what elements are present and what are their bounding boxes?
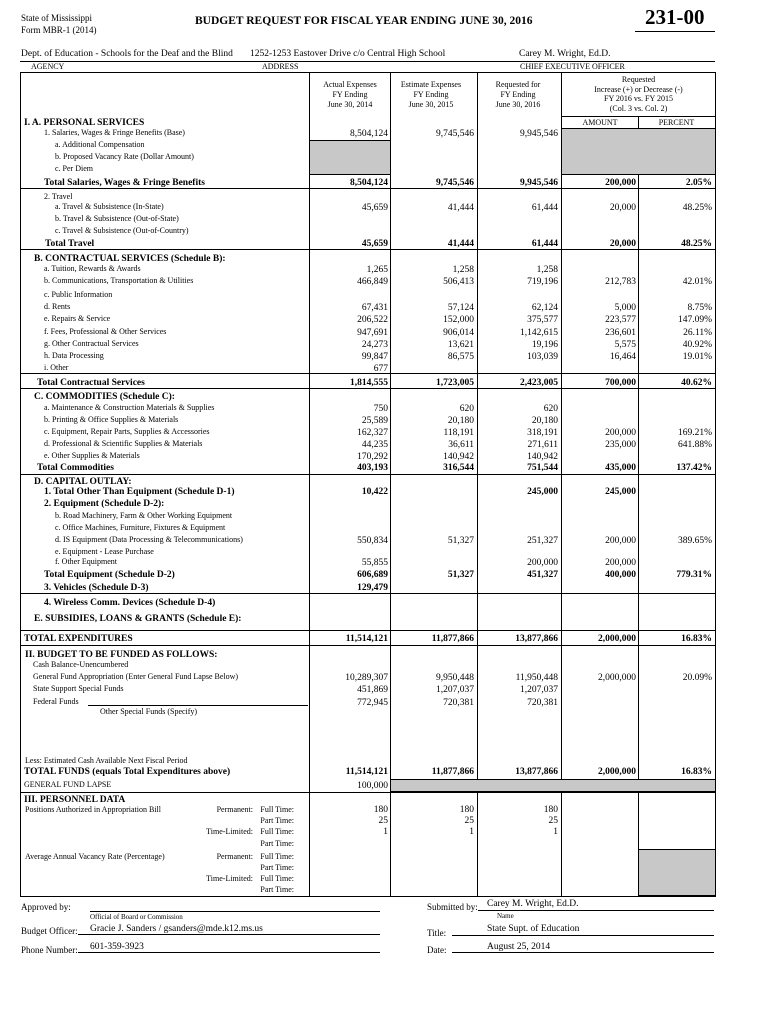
row-value-amt: 2,000,000 [598, 634, 636, 644]
row-label: TOTAL FUNDS (equals Total Expenditures above) [24, 767, 231, 777]
personnel-subtype: Part Time: [260, 816, 294, 825]
row-label: d. Rents [44, 302, 71, 311]
row-value-pct: 26.11% [683, 328, 712, 338]
agency-address: 1252-1253 Eastover Drive c/o Central High School [250, 49, 446, 59]
personnel-subtype: Part Time: [260, 885, 294, 894]
budget-code: 231-00 [645, 5, 705, 29]
row-label: b. Proposed Vacancy Rate (Dollar Amount) [55, 152, 194, 161]
row-label: 2. Equipment (Schedule D-2): [44, 499, 165, 509]
row-value-amt: 223,577 [605, 315, 636, 325]
personnel-type: Time-Limited: [206, 827, 253, 836]
personnel-count: 180 [459, 805, 474, 815]
row-value-pct: 169.21% [677, 428, 712, 438]
row-value-e: 506,413 [443, 277, 474, 287]
shaded-cell [309, 140, 391, 175]
row-value-q: 9,945,546 [520, 178, 558, 188]
row-value-a: 750 [373, 404, 388, 414]
row-label: 1. Total Other Than Equipment (Schedule D-1) [44, 487, 235, 497]
row-label: c. Equipment, Repair Parts, Supplies & Accessories [44, 427, 210, 436]
row-label: 3. Vehicles (Schedule D-3) [44, 583, 149, 593]
row-value-e: 11,877,866 [431, 767, 474, 777]
budget-officer-label: Budget Officer: [21, 926, 78, 936]
row-value-e: 57,124 [447, 303, 474, 313]
row-value-amt: 2,000,000 [598, 767, 636, 777]
personnel-type: Permanent: [216, 805, 253, 814]
row-value-e: 140,942 [443, 452, 474, 462]
row-label: c. Travel & Subsistence (Out-of-Country) [55, 226, 189, 235]
shaded-cell [561, 128, 716, 175]
row-value-q: 103,039 [527, 352, 558, 362]
row-value-e: 1,258 [452, 265, 474, 275]
ceo-label: CHIEF EXECUTIVE OFFICER [520, 62, 625, 71]
row-label: Total Equipment (Schedule D-2) [44, 570, 175, 580]
row-value-a: 403,193 [357, 463, 388, 473]
positions-label: Positions Authorized in Appropriation Bill [25, 805, 161, 814]
row-value-q: 13,877,866 [515, 634, 558, 644]
row-value-a: 206,522 [357, 315, 388, 325]
row-value-q: 1,142,615 [520, 328, 558, 338]
row-label: General Fund Appropriation (Enter General Fund Lapse Below) [33, 672, 239, 681]
row-value-pct: 137.42% [676, 463, 712, 473]
row-label: Total Travel [45, 239, 95, 249]
row-label: b. Printing & Office Supplies & Materials [44, 415, 179, 424]
row-value-q: 620 [543, 404, 558, 414]
row-value-pct: 40.62% [681, 378, 712, 388]
row-value-amt: 435,000 [605, 463, 636, 473]
row-value-q: 140,942 [527, 452, 558, 462]
row-value-a: 24,273 [361, 340, 388, 350]
row-value-q: 271,611 [527, 440, 558, 450]
row-value-a: 1,814,555 [350, 378, 388, 388]
row-value-amt: 2,000,000 [598, 673, 636, 683]
personnel-subtype: Full Time: [260, 874, 294, 883]
row-value-pct: 48.25% [681, 239, 712, 249]
row-value-pct: 641.88% [677, 440, 712, 450]
row-label: II. BUDGET TO BE FUNDED AS FOLLOWS: [25, 650, 218, 660]
col-amount-header: AMOUNT [582, 118, 618, 127]
row-value-a: 8,504,124 [350, 129, 388, 139]
row-label: E. SUBSIDIES, LOANS & GRANTS (Schedule E): [34, 614, 242, 624]
row-label: D. CAPITAL OUTLAY: [34, 477, 132, 487]
personnel-count: 180 [543, 805, 558, 815]
row-value-a: 11,514,121 [345, 767, 388, 777]
row-label: 1. Salaries, Wages & Fringe Benefits (Base) [44, 128, 185, 137]
address-label: ADDRESS [262, 62, 299, 71]
row-value-a: 25,589 [361, 416, 388, 426]
row-value-q: 19,196 [531, 340, 558, 350]
row-value-e: 51,327 [447, 536, 474, 546]
row-value-a: 550,834 [357, 536, 388, 546]
row-label: Federal Funds [33, 697, 79, 706]
date-label: Date: [427, 945, 447, 955]
approved-by-label: Approved by: [21, 902, 71, 912]
row-label: I. A. PERSONAL SERVICES [24, 118, 145, 128]
row-value-e: 152,000 [443, 315, 474, 325]
row-value-e: 11,877,866 [431, 634, 474, 644]
shaded-cell [390, 779, 716, 792]
row-label: a. Maintenance & Construction Materials & Supplies [44, 403, 215, 412]
official-label: Official of Board or Commission [90, 913, 183, 921]
row-label: b. Communications, Transportation & Utilities [44, 276, 194, 285]
row-value-a: 45,659 [361, 203, 388, 213]
personnel-count: 1 [469, 827, 474, 837]
row-value-a: 67,431 [361, 303, 388, 313]
row-value-e: 13,621 [447, 340, 474, 350]
row-label: e. Equipment - Lease Purchase [55, 547, 154, 556]
shaded-cell [638, 849, 716, 896]
col-percent-header: PERCENT [658, 118, 695, 127]
personnel-count: 25 [464, 816, 474, 826]
personnel-subtype: Part Time: [260, 839, 294, 848]
row-value-pct: 389.65% [677, 536, 712, 546]
row-value-e: 906,014 [443, 328, 474, 338]
form-number: Form MBR-1 (2014) [21, 25, 97, 35]
row-label: c. Per Diem [55, 164, 93, 173]
row-value-e: 720,381 [443, 698, 474, 708]
personnel-subtype: Part Time: [260, 863, 294, 872]
personnel-count: 1 [383, 827, 388, 837]
budget-officer-value: Gracie J. Sanders / gsanders@mde.k12.ms.us [90, 924, 263, 934]
row-value-e: 20,180 [447, 416, 474, 426]
row-value-amt: 212,783 [605, 277, 636, 287]
phone-value: 601-359-3923 [90, 942, 144, 952]
row-value-amt: 5,000 [614, 303, 636, 313]
row-label: a. Additional Compensation [55, 140, 145, 149]
row-value-e: 36,611 [448, 440, 474, 450]
row-label: f. Fees, Professional & Other Services [44, 327, 167, 336]
row-value-pct: 16.83% [681, 634, 712, 644]
row-value-pct: 147.09% [677, 315, 712, 325]
row-value-a: 10,289,307 [345, 673, 388, 683]
col-requested-header: Requested for FY Ending June 30, 2016 [495, 80, 541, 109]
row-value-amt: 200,000 [605, 428, 636, 438]
personnel-count: 25 [548, 816, 558, 826]
personnel-subtype: Full Time: [260, 827, 294, 836]
row-value-amt: 20,000 [609, 239, 636, 249]
row-value-a: 947,691 [357, 328, 388, 338]
row-label: 4. Wireless Comm. Devices (Schedule D-4) [44, 598, 216, 608]
row-value-pct: 40.92% [682, 340, 712, 350]
row-value-a: 8,504,124 [350, 178, 388, 188]
row-value-a: 451,869 [357, 685, 388, 695]
row-value-e: 41,444 [447, 203, 474, 213]
personnel-type: Time-Limited: [206, 874, 253, 883]
row-value-a: 466,849 [357, 277, 388, 287]
row-label: TOTAL EXPENDITURES [24, 634, 133, 644]
row-value-q: 751,544 [527, 463, 558, 473]
row-value-a: 606,689 [357, 570, 388, 580]
row-label: e. Repairs & Service [44, 314, 111, 323]
row-value-a: 44,235 [361, 440, 388, 450]
row-label: B. CONTRACTUAL SERVICES (Schedule B): [34, 254, 226, 264]
row-value-a: 11,514,121 [345, 634, 388, 644]
row-value-e: 1,207,037 [436, 685, 474, 695]
row-value-pct: 16.83% [681, 767, 712, 777]
row-label: Other Special Funds (Specify) [100, 707, 198, 716]
row-label: i. Other [44, 363, 69, 372]
row-value-amt: 200,000 [605, 178, 636, 188]
row-label: Total Salaries, Wages & Fringe Benefits [44, 178, 205, 188]
personnel-subtype: Full Time: [260, 805, 294, 814]
row-value-q: 1,207,037 [520, 685, 558, 695]
row-value-q: 11,950,448 [515, 673, 558, 683]
personnel-count: 1 [553, 827, 558, 837]
state-label: State of Mississippi [21, 13, 93, 23]
row-label: GENERAL FUND LAPSE [24, 780, 112, 789]
row-value-a: 772,945 [357, 698, 388, 708]
row-label: d. IS Equipment (Data Processing & Telecommunications) [55, 535, 243, 544]
row-value-q: 245,000 [527, 487, 558, 497]
personnel-subtype: Full Time: [260, 852, 294, 861]
row-label: Total Contractual Services [37, 378, 145, 388]
personnel-type: Permanent: [216, 852, 253, 861]
row-label: e. Other Supplies & Materials [44, 451, 140, 460]
phone-label: Phone Number: [21, 945, 78, 955]
date-value: August 25, 2014 [487, 942, 551, 952]
row-value-amt: 245,000 [605, 487, 636, 497]
row-value-q: 720,381 [527, 698, 558, 708]
row-value-a: 99,847 [361, 352, 388, 362]
row-value-pct: 779.31% [676, 570, 712, 580]
row-value-a: 162,327 [357, 428, 388, 438]
row-value-e: 620 [459, 404, 474, 414]
row-value-q: 318,191 [527, 428, 558, 438]
row-label: Less: Estimated Cash Available Next Fiscal Period [25, 756, 188, 765]
row-value-a: 55,855 [361, 558, 388, 568]
row-value-amt: 700,000 [605, 378, 636, 388]
agency-name: Dept. of Education - Schools for the Deaf and the Blind [21, 49, 233, 59]
row-value-a: 10,422 [361, 487, 388, 497]
row-label: b. Travel & Subsistence (Out-of-State) [55, 214, 179, 223]
row-value-amt: 20,000 [609, 203, 636, 213]
row-label: Cash Balance-Unencumbered [33, 660, 129, 669]
row-label: d. Professional & Scientific Supplies & Materials [44, 439, 203, 448]
row-label: f. Other Equipment [55, 557, 117, 566]
row-value-e: 41,444 [447, 239, 474, 249]
row-value-a: 677 [373, 364, 388, 374]
row-label: a. Travel & Subsistence (In-State) [55, 202, 164, 211]
row-value-q: 2,423,005 [520, 378, 558, 388]
row-value-a: 129,479 [357, 583, 388, 593]
title-value: State Supt. of Education [487, 924, 580, 934]
row-value-a: 170,292 [357, 452, 388, 462]
row-value-q: 61,444 [531, 239, 558, 249]
row-value-q: 13,877,866 [515, 767, 558, 777]
row-value-e: 1,723,005 [436, 378, 474, 388]
personnel-count: 25 [378, 816, 388, 826]
row-value-amt: 5,575 [614, 340, 636, 350]
row-value-pct: 48.25% [682, 203, 712, 213]
row-value-amt: 200,000 [605, 558, 636, 568]
row-value-q: 61,444 [531, 203, 558, 213]
row-label: c. Office Machines, Furniture, Fixtures & Equipment [55, 523, 226, 532]
row-value-amt: 400,000 [605, 570, 636, 580]
vacancy-rate-label: Average Annual Vacancy Rate (Percentage) [25, 852, 165, 861]
row-value-q: 9,945,546 [520, 129, 558, 139]
row-label: a. Tuition, Rewards & Awards [44, 264, 141, 273]
page-title: BUDGET REQUEST FOR FISCAL YEAR ENDING JUNE 30, 2016 [195, 15, 533, 27]
row-value-pct: 8.75% [687, 303, 712, 313]
row-value-e: 9,745,546 [436, 178, 474, 188]
row-value-a: 45,659 [361, 239, 388, 249]
row-value-q: 20,180 [531, 416, 558, 426]
row-value-q: 251,327 [527, 536, 558, 546]
row-value-amt: 200,000 [605, 536, 636, 546]
row-value-amt: 236,601 [605, 328, 636, 338]
row-label: c. Public Information [44, 290, 113, 299]
row-label: III. PERSONNEL DATA [24, 795, 126, 805]
row-value-q: 451,327 [527, 570, 558, 580]
col-change-header: Requested Increase (+) or Decrease (-) FY 2016 vs. FY 2015 (Col. 3 vs. Col. 2) [594, 75, 683, 113]
agency-label: AGENCY [31, 62, 65, 71]
submitted-by-value: Carey M. Wright, Ed.D. [487, 899, 579, 909]
row-value-a: 1,265 [366, 265, 388, 275]
row-value-e: 51,327 [447, 570, 474, 580]
ceo-name: Carey M. Wright, Ed.D. [519, 49, 611, 59]
row-value-e: 9,745,546 [436, 129, 474, 139]
row-value-q: 1,258 [536, 265, 558, 275]
row-value-q: 200,000 [527, 558, 558, 568]
row-label: h. Data Processing [44, 351, 104, 360]
title-label: Title: [427, 928, 447, 938]
row-label: b. Road Machinery, Farm & Other Working Equipment [55, 511, 233, 520]
row-label: Total Commodities [37, 463, 114, 473]
row-value-pct: 42.01% [682, 277, 712, 287]
row-value-pct: 19.01% [682, 352, 712, 362]
row-value-e: 316,544 [443, 463, 474, 473]
row-value-q: 375,577 [527, 315, 558, 325]
row-value-amt: 235,000 [605, 440, 636, 450]
row-label: C. COMMODITIES (Schedule C): [34, 392, 175, 402]
submitted-by-label: Submitted by: [427, 902, 478, 912]
row-value-a: 100,000 [357, 781, 388, 791]
name-label: Name [497, 912, 514, 920]
row-label: 2. Travel [44, 192, 73, 201]
row-value-pct: 20.09% [682, 673, 712, 683]
col-actual-header: Actual Expenses FY Ending June 30, 2014 [323, 80, 377, 109]
row-label: g. Other Contractual Services [44, 339, 139, 348]
row-value-e: 9,950,448 [436, 673, 474, 683]
row-value-q: 719,196 [527, 277, 558, 287]
row-value-amt: 16,464 [609, 352, 636, 362]
row-value-e: 118,191 [443, 428, 474, 438]
row-value-e: 86,575 [447, 352, 474, 362]
row-value-pct: 2.05% [685, 178, 712, 188]
col-estimate-header: Estimate Expenses FY Ending June 30, 2015 [400, 80, 462, 109]
personnel-count: 180 [373, 805, 388, 815]
row-label: State Support Special Funds [33, 684, 124, 693]
row-value-q: 62,124 [531, 303, 558, 313]
